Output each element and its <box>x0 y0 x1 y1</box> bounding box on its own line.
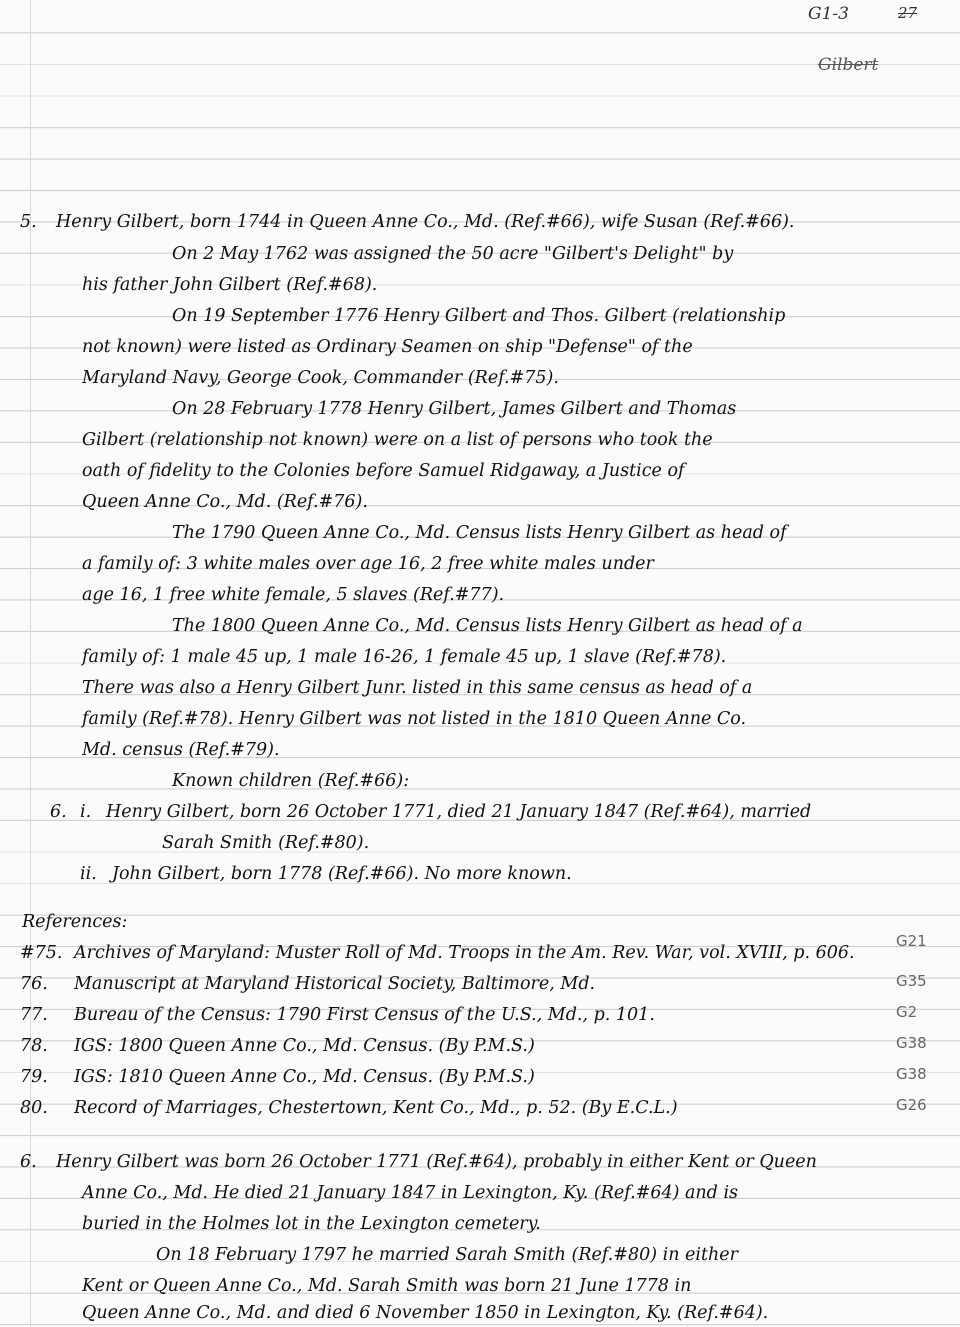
reference-number: 80. <box>20 1098 48 1118</box>
reference-text: Record of Marriages, Chestertown, Kent Co., Md., p. 52. (By E.C.L.) <box>74 1098 678 1118</box>
entry5-text: family (Ref.#78). Henry Gilbert was not listed in the 1810 Queen Anne Co. <box>82 709 747 729</box>
reference-number: #75. <box>20 943 63 963</box>
references-heading: References: <box>22 912 128 932</box>
known-children-heading: Known children (Ref.#66): <box>172 771 410 791</box>
child-text: John Gilbert, born 1778 (Ref.#66). No more known. <box>112 864 572 884</box>
reference-text: Bureau of the Census: 1790 First Census of the U.S., Md., p. 101. <box>74 1005 655 1025</box>
entry5-text: family of: 1 male 45 up, 1 male 16-26, 1 female 45 up, 1 slave (Ref.#78). <box>82 647 727 667</box>
entry5-text: a family of: 3 white males over age 16, 2 free white males under <box>82 554 654 574</box>
reference-text: Manuscript at Maryland Historical Society, Baltimore, Md. <box>74 974 596 994</box>
child-text: Sarah Smith (Ref.#80). <box>162 833 370 853</box>
entry5-text: Md. census (Ref.#79). <box>82 740 280 760</box>
crossed-out-number: 27 <box>898 4 918 22</box>
entry6-number: 6. <box>20 1152 37 1172</box>
entry6-text: Kent or Queen Anne Co., Md. Sarah Smith was born 21 June 1778 in <box>82 1276 692 1296</box>
reference-number: 77. <box>20 1005 48 1025</box>
reference-number: 79. <box>20 1067 48 1087</box>
entry5-text: Queen Anne Co., Md. (Ref.#76). <box>82 492 368 512</box>
reference-code: G38 <box>896 1065 927 1083</box>
entry5-text: The 1800 Queen Anne Co., Md. Census lists Henry Gilbert as head of a <box>172 616 803 636</box>
child-roman: ii. <box>80 864 97 884</box>
reference-code: G38 <box>896 1034 927 1052</box>
reference-number: 78. <box>20 1036 48 1056</box>
child-roman: i. <box>80 802 92 822</box>
entry5-text: There was also a Henry Gilbert Junr. listed in this same census as head of a <box>82 678 753 698</box>
entry6-text: Henry Gilbert was born 26 October 1771 (Ref.#64), probably in either Kent or Queen <box>56 1152 817 1172</box>
entry6-text: Queen Anne Co., Md. and died 6 November 1850 in Lexington, Ky. (Ref.#64). <box>82 1303 769 1323</box>
entry5-text: On 2 May 1762 was assigned the 50 acre "Gilbert's Delight" by <box>172 244 734 264</box>
entry5-text: On 19 September 1776 Henry Gilbert and Thos. Gilbert (relationship <box>172 306 786 326</box>
entry5-text: age 16, 1 free white female, 5 slaves (Ref.#77). <box>82 585 505 605</box>
reference-text: Archives of Maryland: Muster Roll of Md. Troops in the Am. Rev. War, vol. XVIII, p. 606. <box>74 943 855 963</box>
entry6-text: Anne Co., Md. He died 21 January 1847 in Lexington, Ky. (Ref.#64) and is <box>82 1183 739 1203</box>
reference-number: 76. <box>20 974 48 994</box>
entry6-text: On 18 February 1797 he married Sarah Smith (Ref.#80) in either <box>156 1245 739 1265</box>
entry5-text: his father John Gilbert (Ref.#68). <box>82 275 378 295</box>
crossed-out-name: Gilbert <box>818 55 879 75</box>
entry5-text: Maryland Navy, George Cook, Commander (Ref.#75). <box>82 368 559 388</box>
child-generation: 6. <box>50 802 67 822</box>
reference-code: G26 <box>896 1096 927 1114</box>
child-text: Henry Gilbert, born 26 October 1771, died 21 January 1847 (Ref.#64), married <box>106 802 812 822</box>
entry6-text: buried in the Holmes lot in the Lexington cemetery. <box>82 1214 541 1234</box>
entry5-text: The 1790 Queen Anne Co., Md. Census lists Henry Gilbert as head of <box>172 523 787 543</box>
reference-code: G35 <box>896 972 927 990</box>
entry5-text: not known) were listed as Ordinary Seamen on ship "Defense" of the <box>82 337 693 357</box>
reference-code: G21 <box>896 932 927 950</box>
reference-text: IGS: 1800 Queen Anne Co., Md. Census. (By P.M.S.) <box>74 1036 535 1056</box>
reference-code: G2 <box>896 1003 918 1021</box>
entry5-number: 5. <box>20 212 37 232</box>
entry5-text: oath of fidelity to the Colonies before Samuel Ridgaway, a Justice of <box>82 461 685 481</box>
entry5-text: Gilbert (relationship not known) were on a list of persons who took the <box>82 430 713 450</box>
reference-text: IGS: 1810 Queen Anne Co., Md. Census. (By P.M.S.) <box>74 1067 535 1087</box>
entry5-text: Henry Gilbert, born 1744 in Queen Anne Co., Md. (Ref.#66), wife Susan (Ref.#66). <box>56 212 795 232</box>
page-code: G1-3 <box>808 4 849 24</box>
entry5-text: On 28 February 1778 Henry Gilbert, James Gilbert and Thomas <box>172 399 737 419</box>
